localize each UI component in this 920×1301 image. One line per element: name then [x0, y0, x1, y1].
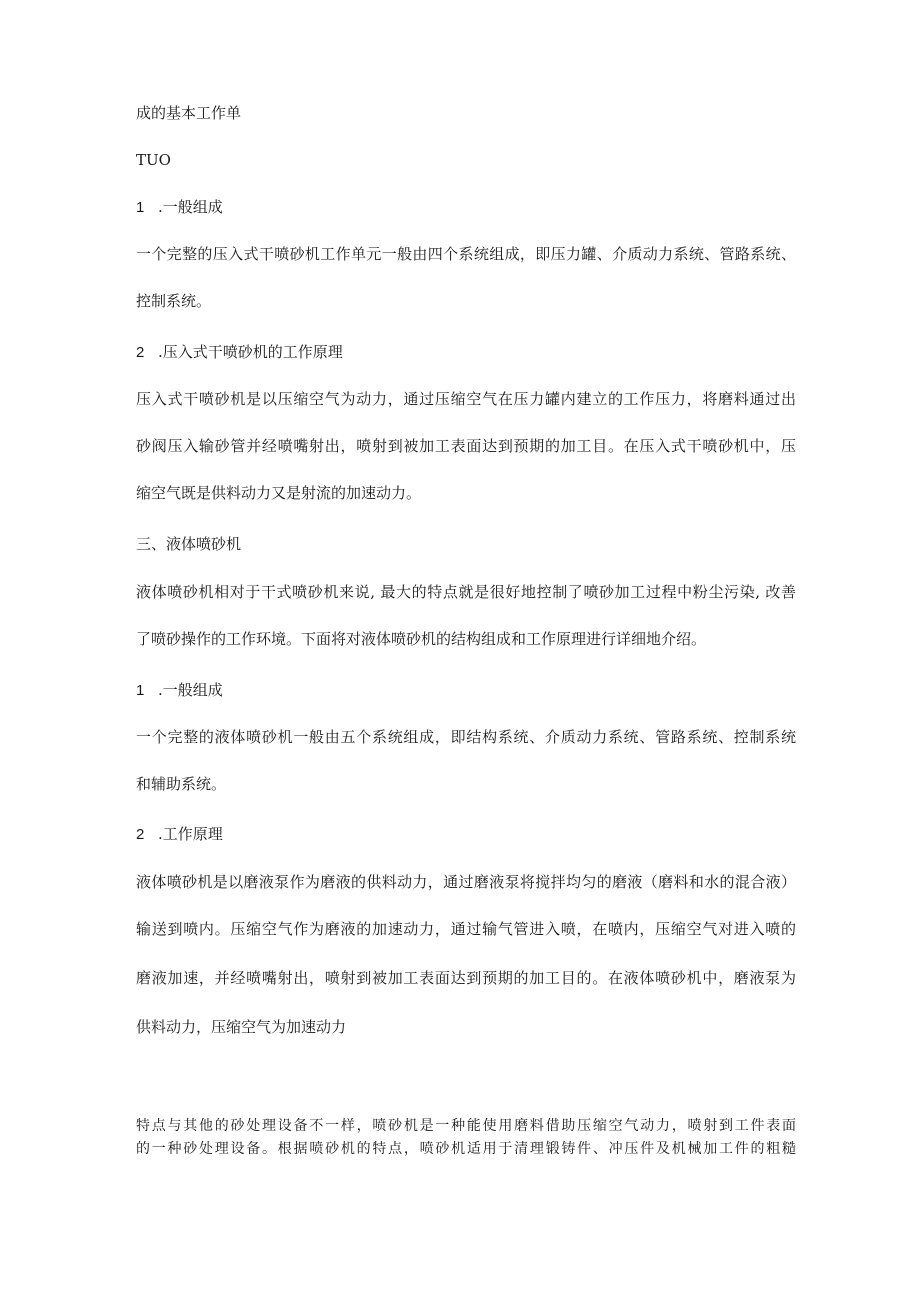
section-number: 2 — [136, 826, 145, 843]
code-label: TUO — [136, 151, 171, 169]
section-heading-1-2 — [136, 342, 343, 363]
section-title: .一般组成 — [158, 681, 223, 699]
paragraph-line: 砂阀压入输砂管并经喷嘴射出，喷射到被加工表面达到预期的加工目。在压入式干喷砂机中，压 — [136, 437, 796, 455]
section-number: 1 — [136, 199, 145, 216]
section-title: .工作原理 — [158, 825, 223, 843]
paragraph-line: 液体喷砂机相对于干式喷砂机来说, 最大的特点就是很好地控制了喷砂加工过程中粉尘污染, 改善 — [136, 583, 796, 601]
paragraph-line: 一个完整的压入式干喷砂机工作单元一般由四个系统组成，即压力罐、介质动力系统、管路系统、 — [136, 245, 796, 263]
section-heading-3-1 — [136, 680, 223, 701]
section-title: .一般组成 — [158, 198, 223, 216]
paragraph-line: 输送到喷内。压缩空气作为磨液的加速动力，通过输气管进入喷，在喷内，压缩空气对进入喷的 — [136, 920, 796, 938]
section-number: 1 — [136, 682, 145, 699]
section-heading-3: 三、液体喷砂机 — [136, 535, 242, 553]
paragraph-line: 磨液加速，并经喷嘴射出，喷射到被加工表面达到预期的加工目的。在液体喷砂机中，磨液泵为 — [136, 969, 796, 987]
paragraph-line: 压入式干喷砂机是以压缩空气为动力，通过压缩空气在压力罐内建立的工作压力，将磨料通过出 — [136, 390, 796, 408]
section-number: 2 — [136, 344, 145, 361]
section-heading-3-2 — [136, 824, 223, 845]
paragraph-line: 液体喷砂机是以磨液泵作为磨液的供料动力，通过磨液泵将搅拌均匀的磨液（磨料和水的混合液） — [136, 873, 796, 891]
paragraph-line: 缩空气既是供料动力又是射流的加速动力。 — [136, 484, 422, 502]
section-heading-1-1 — [136, 197, 223, 218]
paragraph-line: 一个完整的液体喷砂机一般由五个系统组成，即结构系统、介质动力系统、管路系统、控制系统 — [136, 728, 796, 746]
paragraph-line: 的一种砂处理设备。根据喷砂机的特点，喷砂机适用于清理锻铸件、冲压件及机械加工件的粗糙 — [136, 1141, 796, 1157]
paragraph-line: 控制系统。 — [136, 292, 212, 310]
paragraph-line: 供料动力，压缩空气为加速动力 — [136, 1018, 347, 1036]
heading-fragment: 成的基本工作单 — [136, 104, 242, 122]
paragraph-line: 和辅助系统。 — [136, 775, 227, 793]
paragraph-line: 特点与其他的砂处理设备不一样，喷砂机是一种能使用磨料借助压缩空气动力，喷射到工件表面 — [136, 1118, 796, 1134]
section-title: .压入式干喷砂机的工作原理 — [158, 343, 343, 361]
paragraph-line: 了喷砂操作的工作环境。下面将对液体喷砂机的结构组成和工作原理进行详细地介绍。 — [136, 630, 707, 648]
